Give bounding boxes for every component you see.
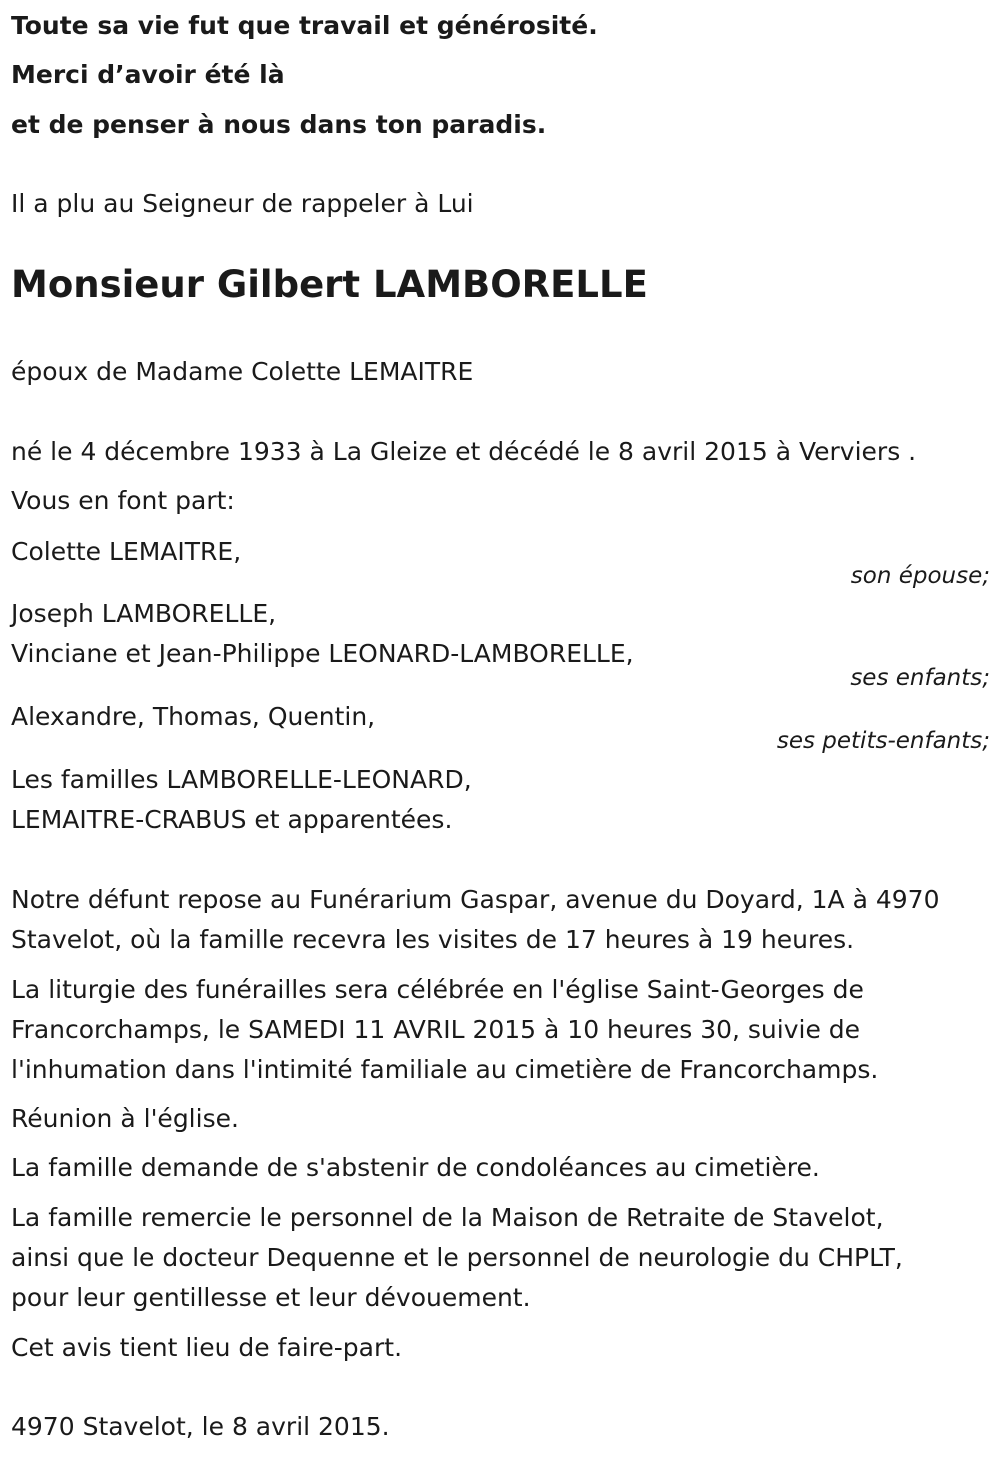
epitaph-line: Toute sa vie fut que travail et générosité. [11, 11, 598, 40]
meeting-line: Réunion à l'église. [11, 1104, 239, 1133]
family-families-line: LEMAITRE-CRABUS et apparentées. [11, 805, 453, 834]
thanks-line: La famille remercie le personnel de la Maison de Retraite de Stavelot, [11, 1203, 884, 1232]
condolences-line: La famille demande de s'abstenir de condoléances au cimetière. [11, 1153, 820, 1182]
family-spouse-name: Colette LEMAITRE, [11, 537, 242, 566]
family-grandchildren-role: ses petits-enfants; [776, 728, 990, 754]
family-families-line: Les familles LAMBORELLE-LEONARD, [11, 765, 472, 794]
family-grandchildren-names: Alexandre, Thomas, Quentin, [11, 702, 376, 731]
liturgy-line: Francorchamps, le SAMEDI 11 AVRIL 2015 à 10 heures 30, suivie de [11, 1015, 861, 1044]
family-children-role: ses enfants; [850, 665, 990, 691]
rest-line: Stavelot, où la famille recevra les visites de 17 heures à 19 heures. [11, 925, 855, 954]
liturgy-line: l'inhumation dans l'intimité familiale au cimetière de Francorchamps. [11, 1055, 879, 1084]
epitaph-line: Merci d’avoir été là [11, 60, 285, 89]
deceased-name: Monsieur Gilbert LAMBORELLE [11, 263, 648, 306]
rest-line: Notre défunt repose au Funérarium Gaspar, avenue du Doyard, 1A à 4970 [11, 885, 940, 914]
family-child-name: Vinciane et Jean-Philippe LEONARD-LAMBORELLE, [11, 639, 634, 668]
liturgy-line: La liturgie des funérailles sera célébrée en l'église Saint-Georges de [11, 975, 864, 1004]
epitaph-line: et de penser à nous dans ton paradis. [11, 110, 547, 139]
birth-death-line: né le 4 décembre 1933 à La Gleize et décédé le 8 avril 2015 à Verviers . [11, 437, 917, 466]
family-child-name: Joseph LAMBORELLE, [11, 599, 277, 628]
family-spouse-role: son épouse; [850, 563, 990, 589]
obituary-notice [11, 0, 990, 1462]
announcers-intro: Vous en font part: [11, 486, 235, 515]
spouse-line: époux de Madame Colette LEMAITRE [11, 357, 474, 386]
thanks-line: ainsi que le docteur Dequenne et le personnel de neurologie du CHPLT, [11, 1243, 903, 1272]
place-date: 4970 Stavelot, le 8 avril 2015. [11, 1412, 390, 1441]
intro-text: Il a plu au Seigneur de rappeler à Lui [11, 189, 474, 218]
notice-line: Cet avis tient lieu de faire-part. [11, 1333, 403, 1362]
thanks-line: pour leur gentillesse et leur dévouement. [11, 1283, 531, 1312]
